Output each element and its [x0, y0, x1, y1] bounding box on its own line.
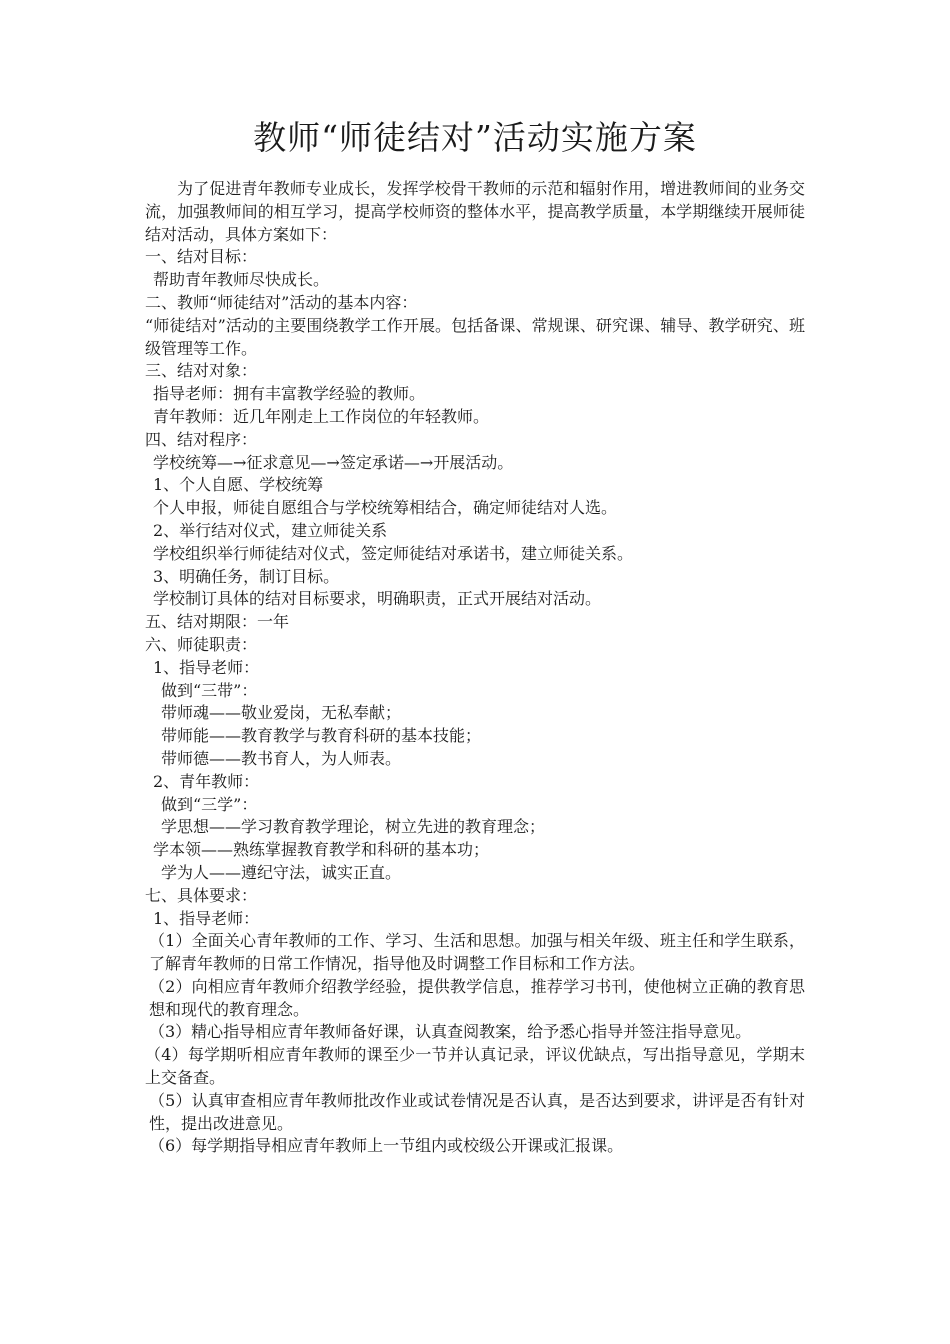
- paragraph-line: 1、指导老师：: [153, 908, 260, 928]
- paragraph-line: 2、举行结对仪式，建立师徒关系: [153, 520, 388, 540]
- paragraph-line: “师徒结对”活动的主要围绕教学工作开展。包括备课、常规课、研究课、辅导、教学研究、班级管理等工作。: [145, 315, 805, 358]
- paragraph-line: 为了促进青年教师专业成长，发挥学校骨干教师的示范和辐射作用，增进教师间的业务交流，加强教师间的相互学习，提高学校师资的整体水平，提高教学质量，本学期继续开展师徒结对活动，具体方案如下：: [145, 179, 805, 244]
- paragraph-line: （5）认真审查相应青年教师批改作业或试卷情况是否认真，是否达到要求，讲评是否有针对性，提出改进意见。: [149, 1090, 805, 1133]
- paragraph-line: 学思想——学习教育教学理论，树立先进的教育理念；: [161, 817, 546, 837]
- paragraph-line: 带师能——教育教学与教育科研的基本技能；: [161, 726, 482, 746]
- paragraph-line: 个人申报，师徒自愿组合与学校统筹相结合，确定师徒结对人选。: [153, 498, 618, 518]
- paragraph-line: 一、结对目标：: [145, 247, 258, 267]
- paragraph-line: 1、指导老师：: [153, 657, 260, 677]
- paragraph-line: 指导老师：拥有丰富教学经验的教师。: [153, 384, 426, 404]
- paragraph-line: 带师魂——敬业爱岗，无私奉献；: [161, 703, 402, 723]
- paragraph-line: 2、青年教师：: [153, 771, 260, 791]
- paragraph-line: 1、个人自愿、学校统筹: [153, 475, 324, 495]
- paragraph-line: 七、具体要求：: [145, 885, 258, 905]
- paragraph-line: 带师德——教书育人，为人师表。: [161, 748, 402, 768]
- paragraph-line: 做到“三带”：: [161, 680, 258, 700]
- paragraph-line: （3）精心指导相应青年教师备好课，认真查阅教案，给予悉心指导并签注指导意见。: [149, 1022, 752, 1042]
- document-title: 教师“师徒结对”活动实施方案: [253, 118, 697, 157]
- paragraph-line: 帮助青年教师尽快成长。: [153, 270, 330, 290]
- document-body: [145, 178, 805, 1158]
- paragraph-line: 四、结对程序：: [145, 429, 258, 449]
- paragraph-line: 学校统筹—→征求意见—→签定承诺—→开展活动。: [153, 452, 514, 472]
- paragraph-line: 二、教师“师徒结对”活动的基本内容：: [145, 292, 418, 312]
- paragraph-line: （1）全面关心青年教师的工作、学习、生活和思想。加强与相关年级、班主任和学生联系，了解青年教师的日常工作情况，指导他及时调整工作目标和工作方法。: [149, 931, 805, 974]
- paragraph-line: （2）向相应青年教师介绍教学经验，提供教学信息，推荐学习书刊，使他树立正确的教育思想和现代的教育理念。: [149, 976, 805, 1019]
- paragraph-line: （4）每学期听相应青年教师的课至少一节并认真记录，评议优缺点，写出指导意见，学期末上交备查。: [145, 1045, 805, 1088]
- paragraph-line: 学为人——遵纪守法，诚实正直。: [161, 862, 402, 882]
- paragraph-line: 六、师徒职责：: [145, 634, 258, 654]
- paragraph-line: 3、明确任务，制订目标。: [153, 566, 340, 586]
- paragraph-line: 学校制订具体的结对目标要求，明确职责，正式开展结对活动。: [153, 589, 602, 609]
- paragraph-line: （6）每学期指导相应青年教师上一节组内或校级公开课或汇报课。: [149, 1136, 624, 1156]
- paragraph-line: 做到“三学”：: [161, 794, 258, 814]
- paragraph-line: 学校组织举行师徒结对仪式，签定师徒结对承诺书，建立师徒关系。: [153, 543, 634, 563]
- paragraph-line: 学本领——熟练掌握教育教学和科研的基本功；: [153, 840, 490, 860]
- paragraph-line: 三、结对对象：: [145, 361, 258, 381]
- paragraph-line: 五、结对期限：一年: [145, 612, 290, 632]
- paragraph-line: 青年教师：近几年刚走上工作岗位的年轻教师。: [153, 406, 490, 426]
